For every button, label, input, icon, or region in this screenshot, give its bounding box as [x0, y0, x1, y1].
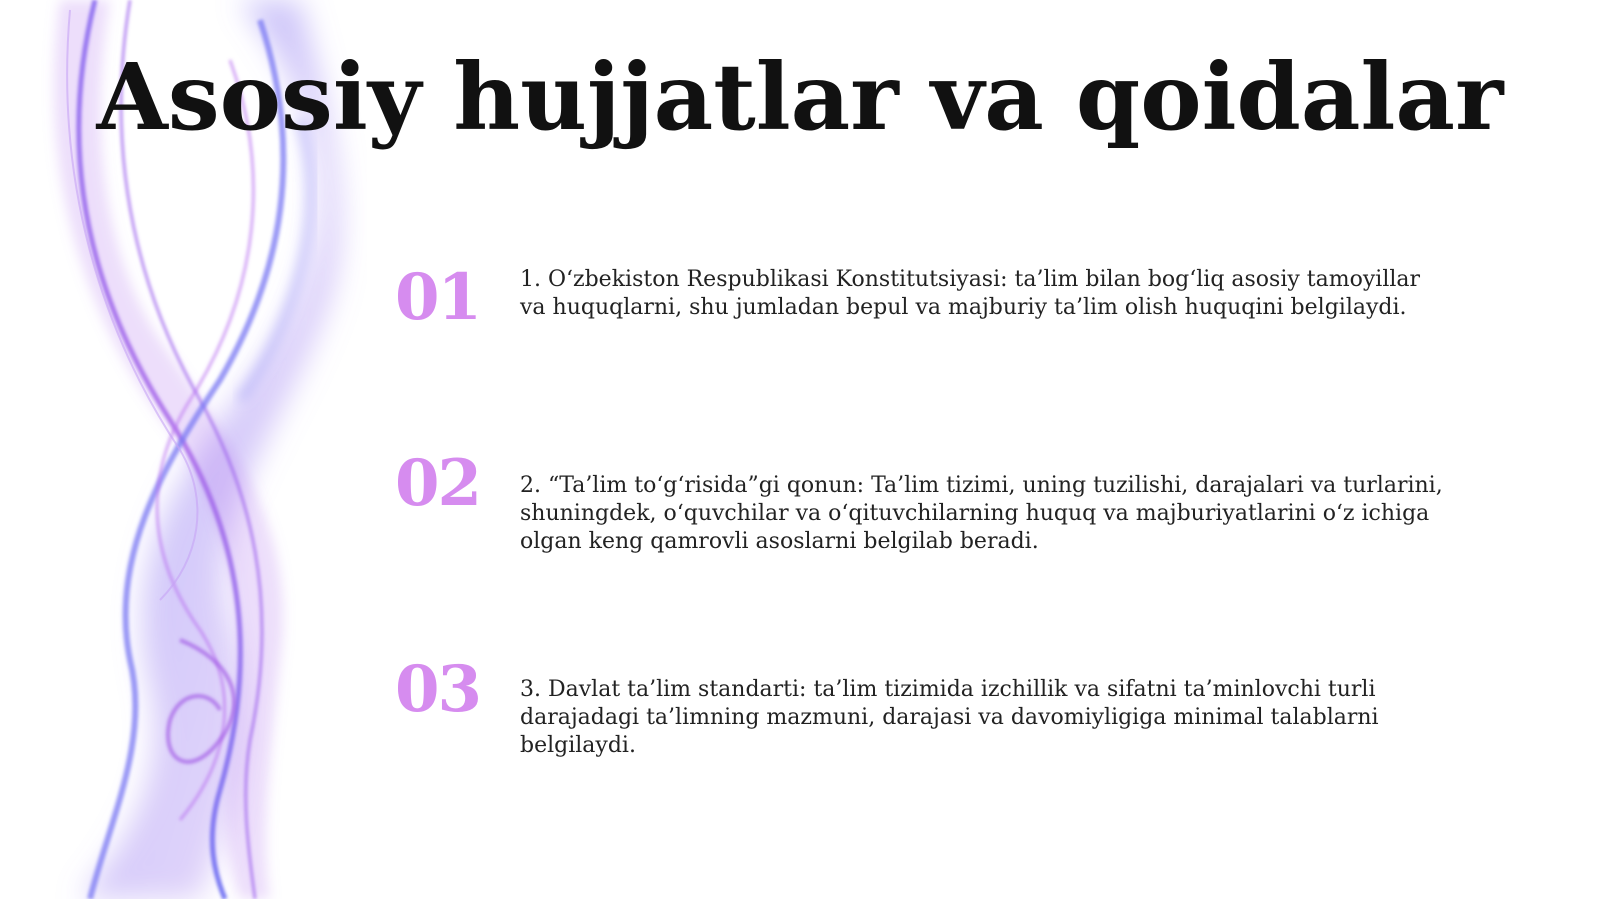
item-number: 02 — [395, 446, 481, 521]
item-number: 03 — [395, 652, 481, 727]
item-text: 1. O‘zbekiston Respublikasi Konstitutsiyasi: ta’lim bilan bog‘liq asosiy tamoyillar va huquqlarni, shu jumladan bepul va majburiy ta’lim olish huquqini belgilaydi. — [520, 267, 1421, 320]
page-title: Asosiy hujjatlar va qoidalar — [96, 43, 1504, 151]
item-text: 3. Davlat ta’lim standarti: ta’lim tizimida izchillik va sifatni ta’minlovchi turli darajadagi ta’limning mazmuni, darajasi va davomiyligiga minimal talablarni belgilaydi. — [520, 677, 1379, 758]
item-number: 01 — [395, 260, 481, 335]
item-text: 2. “Ta’lim to‘g‘risida”gi qonun: Ta’lim tizimi, uning tuzilishi, darajalari va turlarini, shuningdek, o‘quvchilar va o‘qituvchilarning huquq va majburiyatlarini o‘z ichiga olgan keng qamrovli asoslarni belgilab beradi. — [520, 473, 1443, 554]
